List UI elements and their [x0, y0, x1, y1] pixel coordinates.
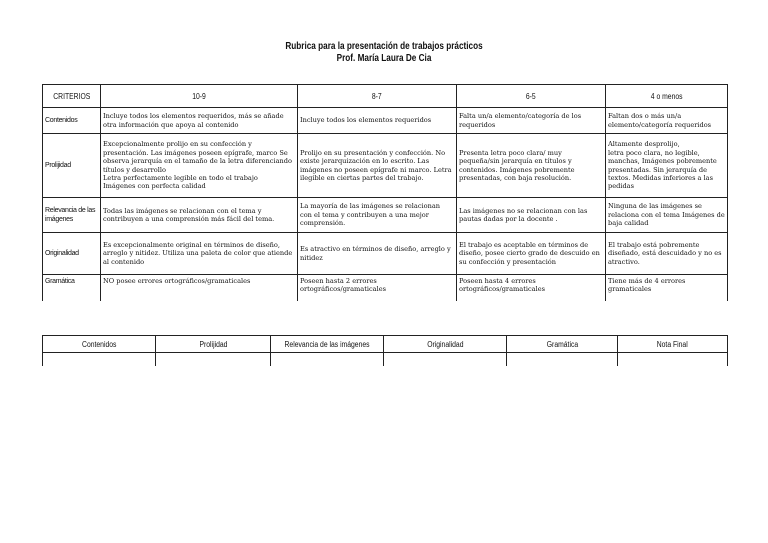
table-row: [43, 134, 728, 198]
rubric-cell: Incluye todos los elementos requeridos, más se añade otra información que apoya al contenido: [101, 108, 298, 134]
rubric-cell: Falta un/a elemento/categoría de los requeridos: [457, 108, 606, 134]
grade-cell-contenidos[interactable]: [43, 353, 156, 367]
grade-header-originalidad: Originalidad: [384, 336, 507, 353]
rubric-cell: Incluye todos los elementos requeridos: [298, 108, 457, 134]
rubric-cell: El trabajo está pobremente diseñado, está descuidado y no es atractivo.: [606, 233, 728, 275]
grades-table: [42, 335, 728, 366]
header-6-5: 6-5: [457, 85, 606, 108]
grade-cell-gramatica[interactable]: [507, 353, 618, 367]
title-line-1: Rubrica para la presentación de trabajos prácticos: [285, 41, 483, 52]
rubric-cell: La mayoría de las imágenes se relacionan con el tema y contribuyen a una mejor comprensión.: [298, 198, 457, 233]
grade-header-nota-final: Nota Final: [618, 336, 728, 353]
criterion-gramatica: Gramática: [43, 275, 101, 301]
rubric-cell: Ninguna de las imágenes se relaciona con el tema Imágenes de baja calidad: [606, 198, 728, 233]
rubric-cell: Es excepcionalmente original en términos de diseño, arreglo y nitidez. Utiliza una paleta de color que atiende al contenido: [101, 233, 298, 275]
rubric-header-row: [43, 85, 728, 108]
table-row: [43, 275, 728, 301]
rubric-cell: Excepcionalmente prolijo en su confección y presentación. Las imágenes poseen epígrafe, marco Se observa jerarquía en el tamaño de la letra diferenciando títulos y desarrollo Letra perfectamente legible en todo el trabajo Imágenes con perfecta calidad: [101, 134, 298, 198]
rubric-cell: NO posee errores ortográficos/gramaticales: [101, 275, 298, 301]
grade-cell-originalidad[interactable]: [384, 353, 507, 367]
grade-header-gramatica: Gramática: [507, 336, 618, 353]
rubric-cell: Poseen hasta 2 errores ortográficos/gramaticales: [298, 275, 457, 301]
rubric-cell: Es atractivo en términos de diseño, arreglo y nitidez: [298, 233, 457, 275]
header-8-7: 8-7: [298, 85, 457, 108]
grade-header-relevancia: Relevancia de las imágenes: [271, 336, 384, 353]
title-line-2: Prof. María Laura De Cia: [336, 53, 432, 64]
grades-input-row: [43, 353, 728, 367]
rubric-table: [42, 84, 728, 301]
rubric-cell: Prolijo en su presentación y confección. No existe jerarquización en lo escrito. Las imágenes no poseen epígrafe ni marco. Letra ilegible en ciertas partes del trabajo.: [298, 134, 457, 198]
header-4-o-menos: 4 o menos: [606, 85, 728, 108]
document-title: [69, 41, 699, 65]
rubric-cell: Todas las imágenes se relacionan con el tema y contribuyen a una comprensión más fácil del tema.: [101, 198, 298, 233]
grade-cell-relevancia[interactable]: [271, 353, 384, 367]
grade-cell-nota-final[interactable]: [618, 353, 728, 367]
table-row: [43, 108, 728, 134]
grade-header-prolijidad: Prolijidad: [156, 336, 271, 353]
criterion-contenidos: Contenidos: [43, 108, 101, 134]
table-row: [43, 233, 728, 275]
criterion-originalidad: Originalidad: [43, 233, 101, 275]
rubric-cell: Faltan dos o más un/a elemento/categoría requeridos: [606, 108, 728, 134]
header-10-9: 10-9: [101, 85, 298, 108]
grade-header-contenidos: Contenidos: [43, 336, 156, 353]
rubric-cell: El trabajo es aceptable en términos de diseño, posee cierto grado de descuido en su confección y presentación: [457, 233, 606, 275]
rubric-cell: Presenta letra poco clara/ muy pequeña/sin jerarquía en títulos y contenidos. Imágenes pobremente presentadas, con baja resolución.: [457, 134, 606, 198]
rubric-cell: Las imágenes no se relacionan con las pautas dadas por la docente .: [457, 198, 606, 233]
table-row: [43, 198, 728, 233]
rubric-cell: Altamente desprolijo, letra poco clara, no legible, manchas, Imágenes pobremente presentadas. Sin jerarquía de textos. Medidas inferiores a las pedidas: [606, 134, 728, 198]
header-criterios: CRITERIOS: [43, 85, 101, 108]
grades-header-row: [43, 336, 728, 353]
criterion-relevancia: Relevancia de las imágenes: [43, 198, 101, 233]
grade-cell-prolijidad[interactable]: [156, 353, 271, 367]
criterion-prolijidad: Prolijidad: [43, 134, 101, 198]
rubric-cell: Poseen hasta 4 errores ortográficos/gramaticales: [457, 275, 606, 301]
rubric-cell: Tiene más de 4 errores gramaticales: [606, 275, 728, 301]
